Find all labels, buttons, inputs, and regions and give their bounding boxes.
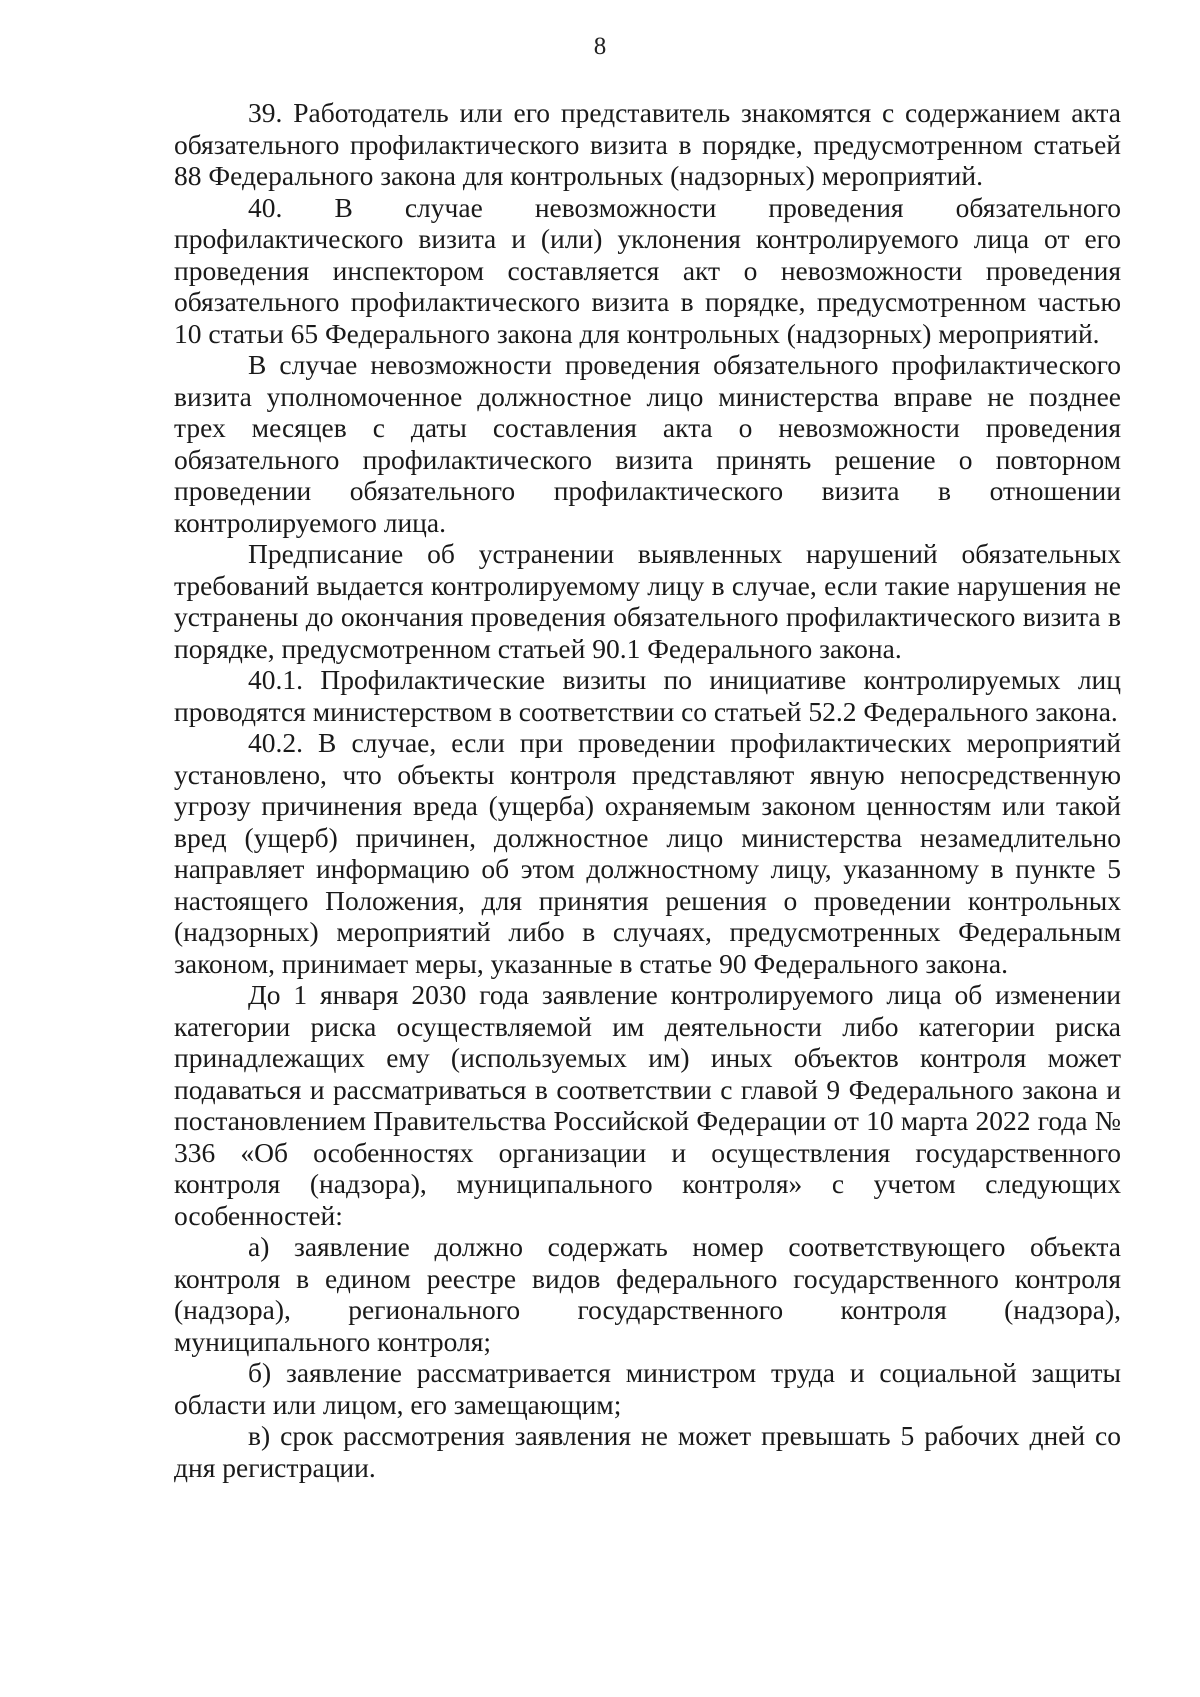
- list-item-c: в) срок рассмотрения заявления не может превышать 5 рабочих дней со дня регистрации.: [174, 1420, 1121, 1483]
- paragraph-39: 39. Работодатель или его представитель знакомятся с содержанием акта обязательного профилактического визита в порядке, предусмотренном статьей 88 Федерального закона для контрольных (надзорных) мероприятий.: [174, 97, 1121, 191]
- document-body: [174, 97, 1121, 1483]
- paragraph-risk-category-application: До 1 января 2030 года заявление контролируемого лица об изменении категории риска осуществляемой им деятельности либо категории риска принадлежащих ему (используемых им) иных объектов контроля может подаваться и рассматриваться в соответствии с главой 9 Федерального закона и постановлением Правительства Российской Федерации от 10 марта 2022 года № 336 «Об особенностях организации и осуществления государственного контроля (надзора), муниципального контроля» с учетом следующих особенностей:: [174, 979, 1121, 1231]
- paragraph-40-repeat-visit: В случае невозможности проведения обязательного профилактического визита уполномоченное должностное лицо министерства вправе не позднее трех месяцев с даты составления акта о невозможности проведения обязательного профилактического визита принять решение о повторном проведении обязательного профилактического визита в отношении контролируемого лица.: [174, 349, 1121, 538]
- page-number: 8: [593, 33, 607, 60]
- list-item-a: а) заявление должно содержать номер соответствующего объекта контроля в едином реестре видов федерального государственного контроля (надзора), регионального государственного контроля (надзора), муниципального контроля;: [174, 1231, 1121, 1357]
- paragraph-40-2: 40.2. В случае, если при проведении профилактических мероприятий установлено, что объекты контроля представляют явную непосредственную угрозу причинения вреда (ущерба) охраняемым законом ценностям или такой вред (ущерб) причинен, должностное лицо министерства незамедлительно направляет информацию об этом должностному лицу, указанному в пункте 5 настоящего Положения, для принятия решения о проведении контрольных (надзорных) мероприятий либо в случаях, предусмотренных Федеральным законом, принимает меры, указанные в статье 90 Федерального закона.: [174, 727, 1121, 979]
- list-item-b: б) заявление рассматривается министром труда и социальной защиты области или лицом, его замещающим;: [174, 1357, 1121, 1420]
- paragraph-40: 40. В случае невозможности проведения обязательного профилактического визита и (или) уклонения контролируемого лица от его проведения инспектором составляется акт о невозможности проведения обязательного профилактического визита в порядке, предусмотренном частью 10 статьи 65 Федерального закона для контрольных (надзорных) мероприятий.: [174, 191, 1121, 349]
- paragraph-40-1: 40.1. Профилактические визиты по инициативе контролируемых лиц проводятся министерством в соответствии со статьей 52.2 Федерального закона.: [174, 664, 1121, 727]
- paragraph-40-prescription: Предписание об устранении выявленных нарушений обязательных требований выдается контролируемому лицу в случае, если такие нарушения не устранены до окончания проведения обязательного профилактического визита в порядке, предусмотренном статьей 90.1 Федерального закона.: [174, 538, 1121, 664]
